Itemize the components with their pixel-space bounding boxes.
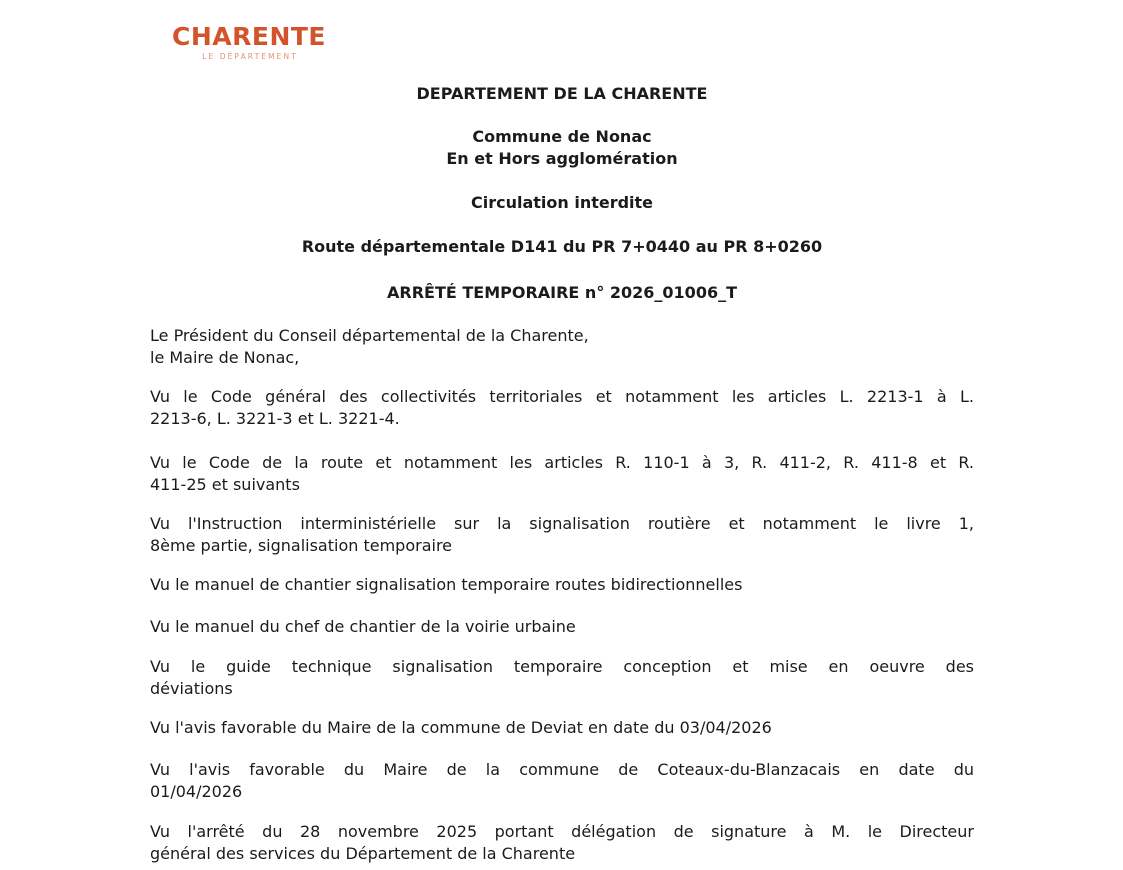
vu-code-route-paragraph [150, 452, 974, 496]
vu-code-route-line-2: 411-25 et suivants [150, 475, 300, 494]
arrete-title: ARRÊTÉ TEMPORAIRE n° 2026_01006_T [386, 283, 737, 302]
vu-manuel-chef-line: Vu le manuel du chef de chantier de la voirie urbaine [150, 617, 576, 636]
vu-instruction-line-1: Vu l'Instruction interministérielle sur la signalisation routière et notamment le livre 1, [150, 514, 974, 533]
vu-avis-coteaux-paragraph [150, 759, 974, 803]
vu-cgct-line-1: Vu le Code général des collectivités territoriales et notamment les articles L. 2213-1 à L. [150, 387, 974, 406]
subject-title: Circulation interdite [470, 193, 654, 212]
vu-manuel-chantier-paragraph [150, 574, 974, 596]
commune-title: Commune de Nonac [472, 127, 652, 146]
logo-name: CHARENTE [172, 22, 326, 51]
route-title: Route départementale D141 du PR 7+0440 au PR 8+0260 [301, 237, 823, 256]
vu-instruction-paragraph [150, 513, 974, 557]
vu-arrete-delegation-line-1: Vu l'arrêté du 28 novembre 2025 portant délégation de signature à M. le Directeur [150, 822, 974, 841]
vu-avis-deviat-paragraph [150, 717, 974, 739]
vu-instruction-line-2: 8ème partie, signalisation temporaire [150, 536, 453, 555]
logo-subtitle: LE DÉPARTEMENT [202, 52, 298, 61]
vu-guide-technique-line-2: déviations [150, 679, 233, 698]
vu-manuel-chef-paragraph [150, 616, 974, 638]
vu-code-route-line-1: Vu le Code de la route et notamment les articles R. 110-1 à 3, R. 411-2, R. 411-8 et R. [150, 453, 974, 472]
intro-president: Le Président du Conseil départemental de la Charente, [150, 326, 589, 345]
vu-arrete-delegation-paragraph [150, 821, 974, 865]
intro-paragraph [150, 325, 974, 369]
vu-guide-technique-line-1: Vu le guide technique signalisation temporaire conception et mise en oeuvre des [150, 657, 974, 676]
intro-maire: le Maire de Nonac, [150, 348, 300, 367]
charente-logo [172, 22, 332, 61]
vu-cgct-line-2: 2213-6, L. 3221-3 et L. 3221-4. [150, 409, 400, 428]
vu-guide-technique-paragraph [150, 656, 974, 700]
vu-avis-deviat-line: Vu l'avis favorable du Maire de la commune de Deviat en date du 03/04/2026 [150, 718, 772, 737]
vu-cgct-paragraph [150, 386, 974, 430]
vu-avis-coteaux-line-1: Vu l'avis favorable du Maire de la commune de Coteaux-du-Blanzacais en date du [150, 760, 974, 779]
vu-arrete-delegation-line-2: général des services du Département de la Charente [150, 844, 576, 863]
department-title: DEPARTEMENT DE LA CHARENTE [416, 84, 708, 103]
vu-avis-coteaux-line-2: 01/04/2026 [150, 782, 243, 801]
vu-manuel-chantier-line: Vu le manuel de chantier signalisation temporaire routes bidirectionnelles [150, 575, 743, 594]
agglomeration-title: En et Hors agglomération [446, 149, 678, 168]
